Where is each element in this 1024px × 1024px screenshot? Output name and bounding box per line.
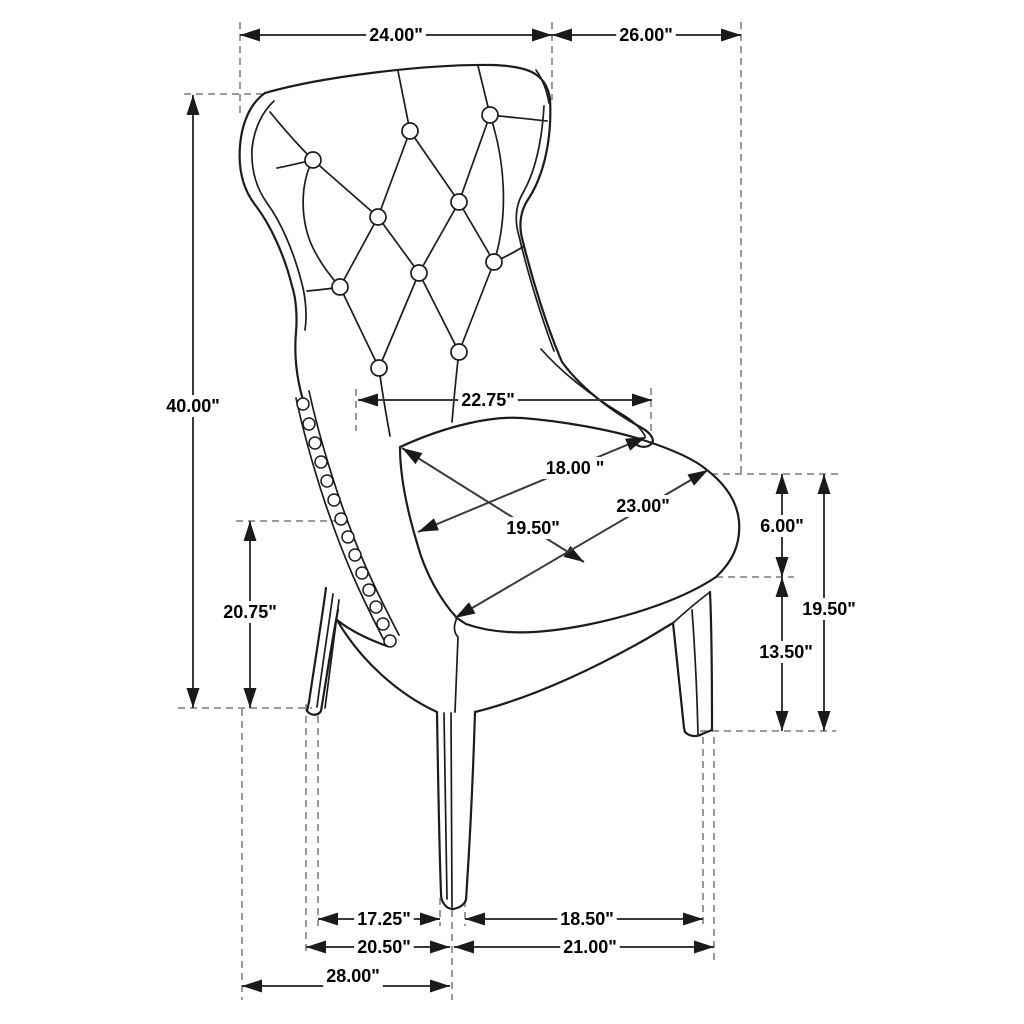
dimension-arrowhead (430, 941, 450, 954)
dimension-labels-layer (163, 24, 859, 987)
dimension-arrowhead (818, 711, 831, 731)
dimension-arrowhead (552, 29, 572, 42)
dimension-label: 18.50" (560, 909, 614, 929)
dimension-label: 19.50" (506, 518, 560, 538)
dimension-arrowhead (358, 394, 378, 407)
dimension-arrowhead (402, 448, 422, 464)
dimension-arrowhead (776, 557, 789, 577)
rear-left-leg (307, 588, 338, 715)
dimension-seat-front-width (455, 470, 708, 618)
dimension-label: 40.00" (166, 396, 220, 416)
dimension-arrowhead (244, 521, 257, 541)
dimension-label: 19.50" (802, 599, 856, 619)
dimension-label: 24.00" (369, 25, 423, 45)
right-arm-inner (541, 349, 645, 436)
dimension-label: 23.00" (616, 496, 670, 516)
dimension-label: 21.00" (563, 937, 617, 957)
dimension-arrowhead (687, 470, 708, 486)
seat-corner-seam (454, 618, 458, 712)
nailhead-trim (297, 398, 396, 647)
dimension-arrowhead (776, 474, 789, 494)
left-arm-band-inner (309, 391, 399, 635)
dimension-arrowhead (818, 474, 831, 494)
dimension-arrowhead (306, 941, 326, 954)
skirt-bottom-right (475, 623, 673, 712)
dimension-label: 6.00" (760, 516, 804, 536)
dimension-arrowhead (418, 518, 439, 532)
front-left-leg (437, 712, 475, 909)
dimension-arrowhead (721, 29, 741, 42)
dimension-arrowhead (683, 913, 703, 926)
dimension-lines-layer (187, 29, 831, 993)
tufting-seams (270, 66, 549, 436)
dimension-arrowhead (776, 577, 789, 597)
dimension-label: 22.75" (461, 390, 515, 410)
dimension-arrowhead (318, 913, 338, 926)
dimension-arrowhead (240, 29, 260, 42)
dimension-arrowhead (430, 980, 450, 993)
dimension-label: 20.50" (357, 937, 411, 957)
dimension-arrowhead (242, 980, 262, 993)
dimension-arrowhead (776, 711, 789, 731)
front-left-leg-seam1 (451, 713, 452, 907)
dimension-label: 26.00" (619, 25, 673, 45)
left-piping (252, 101, 306, 330)
right-leg-seam (692, 610, 698, 734)
dimension-arrowhead (625, 437, 646, 451)
dimension-label: 18.00 " (545, 458, 605, 478)
dimension-arrowhead (187, 95, 200, 115)
dimension-arrowhead (455, 602, 476, 618)
dimension-arrowhead (532, 29, 552, 42)
dimension-arrowhead (420, 913, 440, 926)
dimension-line (455, 470, 708, 618)
dimension-arrowhead (694, 941, 714, 954)
dimension-arrowhead (187, 688, 200, 708)
dimension-arrowhead (632, 394, 652, 407)
dimension-arrowhead (454, 941, 474, 954)
dimension-arrowhead (465, 913, 485, 926)
dimension-arrowhead (244, 688, 257, 708)
rear-left-leg-seam2 (325, 600, 339, 708)
seat-cushion (400, 418, 739, 633)
dimension-label: 20.75" (223, 602, 277, 622)
front-left-leg-seam2 (444, 713, 447, 899)
dimension-label: 17.25" (357, 909, 411, 929)
dimension-label: 13.50" (759, 642, 813, 662)
dimension-label: 28.00" (326, 966, 380, 986)
chair-line-art (240, 65, 740, 909)
skirt-bottom-left (337, 620, 437, 712)
